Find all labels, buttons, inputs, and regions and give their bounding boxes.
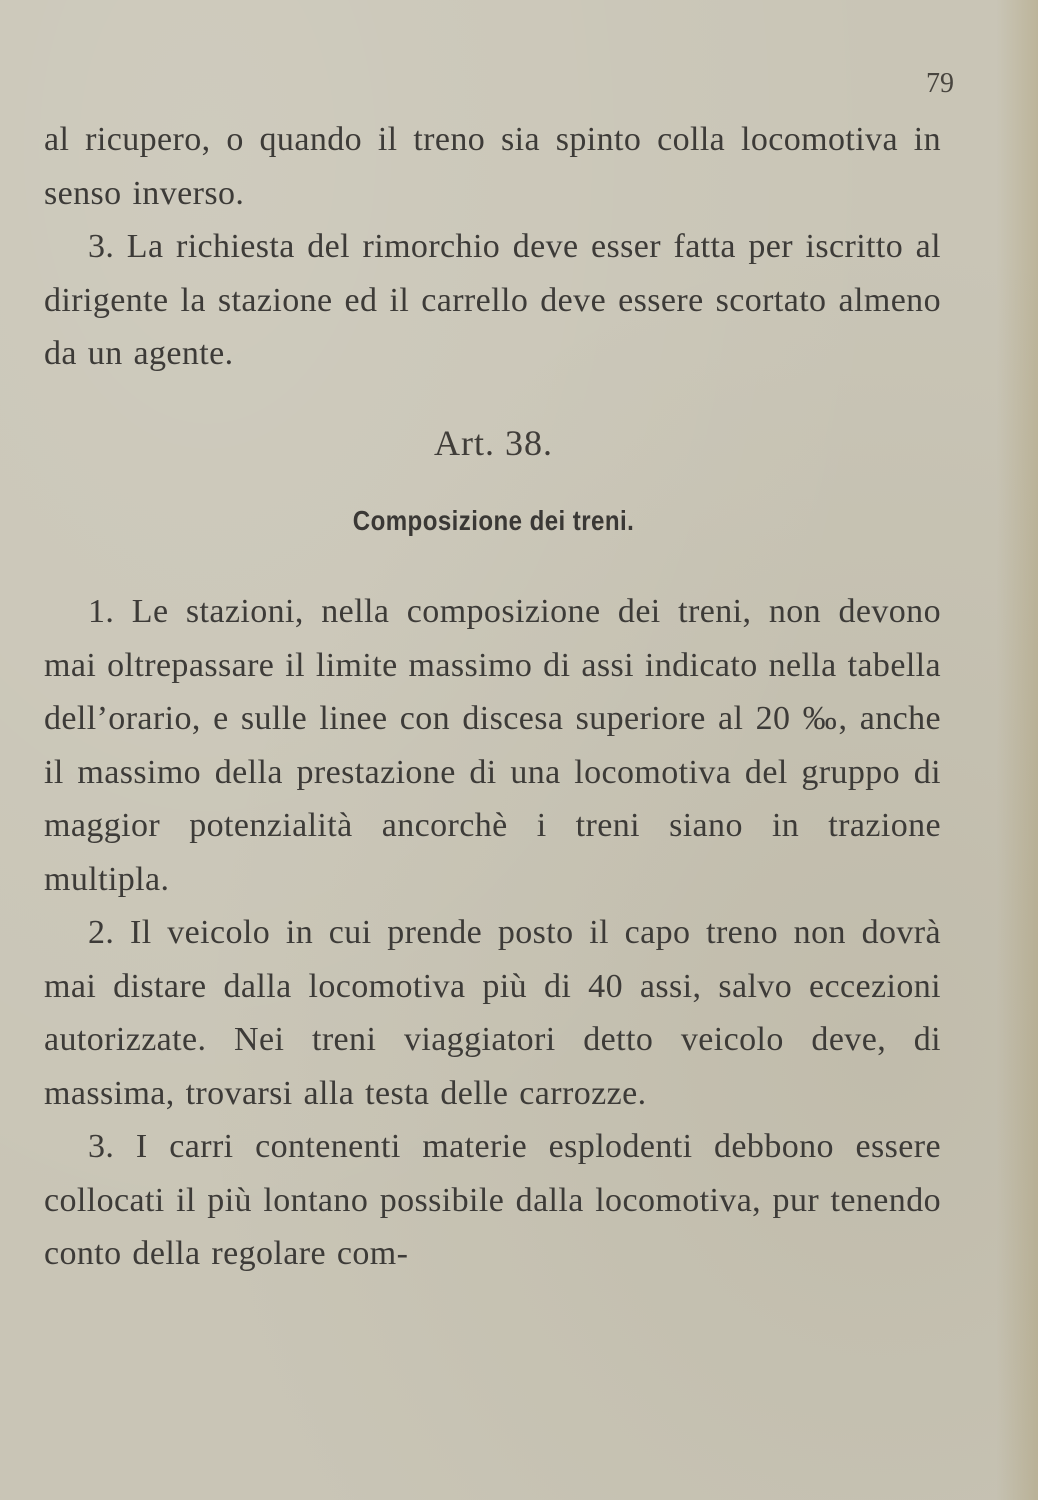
article-body xyxy=(44,585,941,1281)
paragraph-1-axle-limits: 1. Le stazioni, nella composizione dei treni, non devono mai oltrepassare il limite massimo di assi indicato nella tabella dell’orario, e sulle linee con discesa superiore al 20 ‰, anche il massimo della prestazione di una locomotiva del gruppo di maggior potenzialità ancorchè i treni siano in trazione multipla. xyxy=(44,593,941,898)
page-number: 79 xyxy=(926,68,954,99)
paragraph-3-explosives: 3. I carri contenenti materie esplodenti debbono essere collocati il più lontano possibile dalla locomotiva, pur tenendo conto della regolare com- xyxy=(44,1128,941,1272)
article-heading: Art. 38. xyxy=(434,423,553,463)
paragraph-3-trolley-request: 3. La richiesta del rimorchio deve esser fatta per iscritto al dirigente la stazione ed il carrello deve essere scortato almeno da un agente. xyxy=(44,228,941,372)
paragraph-continued: al ricupero, o quando il treno sia spinto colla locomotiva in senso inverso. xyxy=(44,121,941,212)
top-text-block xyxy=(44,113,941,381)
paragraph-2-guard-vehicle: 2. Il veicolo in cui prende posto il capo treno non dovrà mai distare dalla locomotiva più di 40 assi, salvo eccezioni autorizzate. Nei treni viaggiatori detto veicolo deve, di massima, trovarsi alla testa delle carrozze. xyxy=(44,914,941,1112)
section-title: Composizione dei treni. xyxy=(352,505,635,536)
